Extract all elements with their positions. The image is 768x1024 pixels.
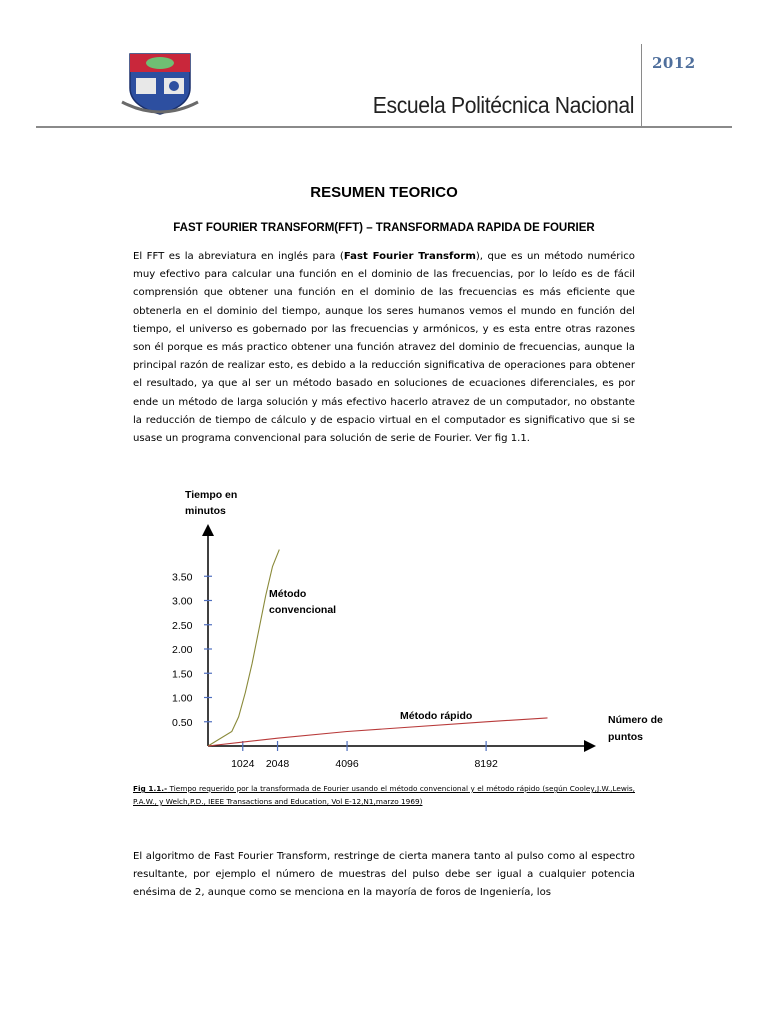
paragraph-intro-start: El FFT es la abreviatura en inglés para ( xyxy=(133,251,344,262)
label-metodo-convencional-line2: convencional xyxy=(269,604,337,616)
y-axis-label-line1: Tiempo en xyxy=(185,489,238,501)
y-tick-label-0: 0.50 xyxy=(172,716,193,729)
x-tick-label-1: 2048 xyxy=(265,758,290,770)
y-axis-label-line2: minutos xyxy=(185,505,226,517)
paragraph-algorithm: El algoritmo de Fast Fourier Transform, restringe de cierta manera tanto al pulso como al espectro resultante, por ejemplo el número de muestras del pulso debe ser igual a cualquier potencia enésima de 2, aunque como se menciona en la mayoría de foros de Ingeniería, los xyxy=(133,851,635,899)
x-tick-label-2: 4096 xyxy=(335,758,359,770)
paragraph-intro-bold: Fast Fourier Transform xyxy=(343,251,476,262)
x-axis-label-line2: puntos xyxy=(608,731,643,743)
document-subtitle: FAST FOURIER TRANSFORM(FFT) – TRANSFORMADA RAPIDA DE FOURIER xyxy=(173,222,595,234)
label-metodo-rapido: Método rápido xyxy=(400,710,473,722)
document-title: RESUMEN TEORICO xyxy=(310,184,458,201)
figure-caption-label: Fig 1.1.- xyxy=(133,784,168,793)
y-tick-label-4: 2.50 xyxy=(172,619,193,632)
figure-caption xyxy=(133,782,635,808)
paragraph-intro-rest: ), que es un método numérico muy efectivo para calcular una función en el dominio de las frecuencias, por lo leído es de fácil comprensión que obtener una función en el dominio de las frecuencias es más eficiente que obtenerla en el dominio del tiempo, aunque los seres humanos vemos el mundo en función del tiempo, el universo es gobernado por las frecuencias y armónicos, y es esta entre otras razones son él porque es más practico obtener una función atravez del dominio de frecuencias, aunque la principal razón de realizar esto, es debido a la reducción significativa de operaciones para obtener el resultado, ya que al ser un método basado en soluciones de ecuaciones diferenciales, es por ende un método de larga solución y más efectivo hacerlo atravez de un computador, no obstante la reducción de tiempo de cálculo y de espacio virtual en el computador es significativo que si se usase un programa convencional para solución de serie de Fourier. Ver fig 1.1. xyxy=(133,251,635,445)
school-name: Escuela Politécnica Nacional xyxy=(372,92,634,118)
series-line-1 xyxy=(208,718,548,746)
figure-caption-text: Tiempo requerido por la transformada de Fourier usando el método convencional y el método rápido (según Cooley,J.W.,Lewis, P.A.W., y Welch,P.D., IEEE Transactions and Education, Vol E-12,N1,marzo 1969) xyxy=(133,784,635,806)
y-tick-label-5: 3.00 xyxy=(172,595,193,608)
y-tick-label-6: 3.50 xyxy=(172,571,193,584)
x-tick-label-0: 1024 xyxy=(231,758,255,770)
y-tick-label-3: 2.00 xyxy=(172,644,193,656)
y-tick-label-2: 1.50 xyxy=(172,668,193,681)
x-tick-label-3: 8192 xyxy=(474,758,498,770)
label-metodo-convencional-line1: Método xyxy=(269,588,307,600)
y-tick-label-1: 1.00 xyxy=(172,692,193,705)
x-axis-label-line1: Número de xyxy=(608,714,663,726)
year-label: 2012 xyxy=(652,54,696,72)
series-line-0 xyxy=(208,550,279,746)
